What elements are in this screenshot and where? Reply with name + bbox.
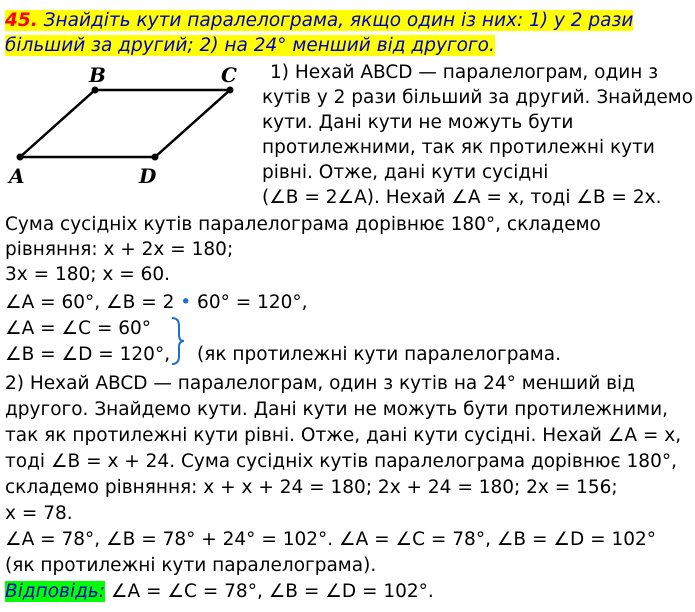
task-number: 45. [5, 10, 38, 31]
multiply-dot: • [180, 292, 192, 313]
task-line-2 [5, 33, 495, 58]
part1-right-line-2: кутів у 2 рази більший за другий. Знайдемо [262, 87, 694, 108]
part1-right-line-4: протилежними, так як протилежні кути [262, 137, 655, 158]
part2-line-5: складемо рівняння: x + x + 24 = 180; 2x + 24 = 180; 2x = 156; [5, 477, 618, 498]
parallelogram-shape [20, 90, 230, 157]
label-c: C [221, 63, 237, 87]
part1-line-2: рівняння: x + 2x = 180; [5, 239, 234, 260]
part1-system-note: (як протилежні кути паралелограма. [197, 344, 561, 365]
part1-right-line-5: рівні. Отже, дані кути сусідні [262, 162, 549, 183]
part2-line-8: (як протилежні кути паралелограма). [5, 555, 377, 576]
part1-calc-line [5, 290, 308, 315]
task-line-1 [5, 8, 633, 33]
part1-right-line-1: 1) Нехай ABCD — паралелограм, один з [270, 62, 659, 83]
vertex-b-point [92, 87, 99, 94]
part2-line-3: так як протилежні кути рівні. Отже, дані кути сусідні. Нехай ∠A = x, [5, 425, 682, 446]
task-text-2: більший за другий; 2) на 24° менший від другого. [5, 35, 495, 56]
label-b: B [89, 63, 106, 87]
label-a: A [9, 164, 25, 188]
part2-line-6: x = 78. [5, 503, 73, 524]
part2-line-2: другого. Знайдемо кути. Дані кути не можуть бути протилежними, [5, 399, 669, 420]
part1-calc-after: 60° = 120°, [191, 292, 308, 313]
parallelogram-figure [5, 60, 255, 190]
part1-system-line-1: ∠A = ∠C = 60° [5, 318, 152, 339]
curly-brace-icon [170, 316, 186, 366]
task-text-1: Знайдіть кути паралелограма, якщо один із них: 1) у 2 рази [43, 10, 634, 31]
part1-right-line-6: (∠B = 2∠A). Нехай ∠A = x, тоді ∠B = 2x. [262, 187, 662, 208]
part1-right-line-3: кути. Дані кути не можуть бути [262, 112, 574, 133]
part1-system-line-2: ∠B = ∠D = 120°, [5, 344, 171, 365]
answer-text: ∠A = ∠C = 78°, ∠B = ∠D = 102°. [105, 581, 434, 602]
label-d: D [139, 164, 157, 188]
answer-label: Відповідь: [5, 581, 106, 602]
part2-line-4: тоді ∠B = x + 24. Сума сусідніх кутів паралелограма дорівнює 180°, [5, 451, 677, 472]
vertex-a-point [17, 154, 24, 161]
part1-line-1: Сума сусідніх кутів паралелограма дорівнює 180°, складемо [5, 214, 601, 235]
vertex-c-point [227, 87, 234, 94]
answer-line [5, 579, 434, 604]
part2-line-1: 2) Нехай ABCD — паралелограм, один з кутів на 24° менший від [5, 373, 635, 394]
vertex-d-point [152, 154, 159, 161]
part1-line-3: 3x = 180; x = 60. [5, 264, 171, 285]
part2-line-7: ∠A = 78°, ∠B = 78° + 24° = 102°. ∠A = ∠C = 78°, ∠B = ∠D = 102° [5, 529, 657, 550]
part1-calc-before: ∠A = 60°, ∠B = 2 [5, 292, 181, 313]
